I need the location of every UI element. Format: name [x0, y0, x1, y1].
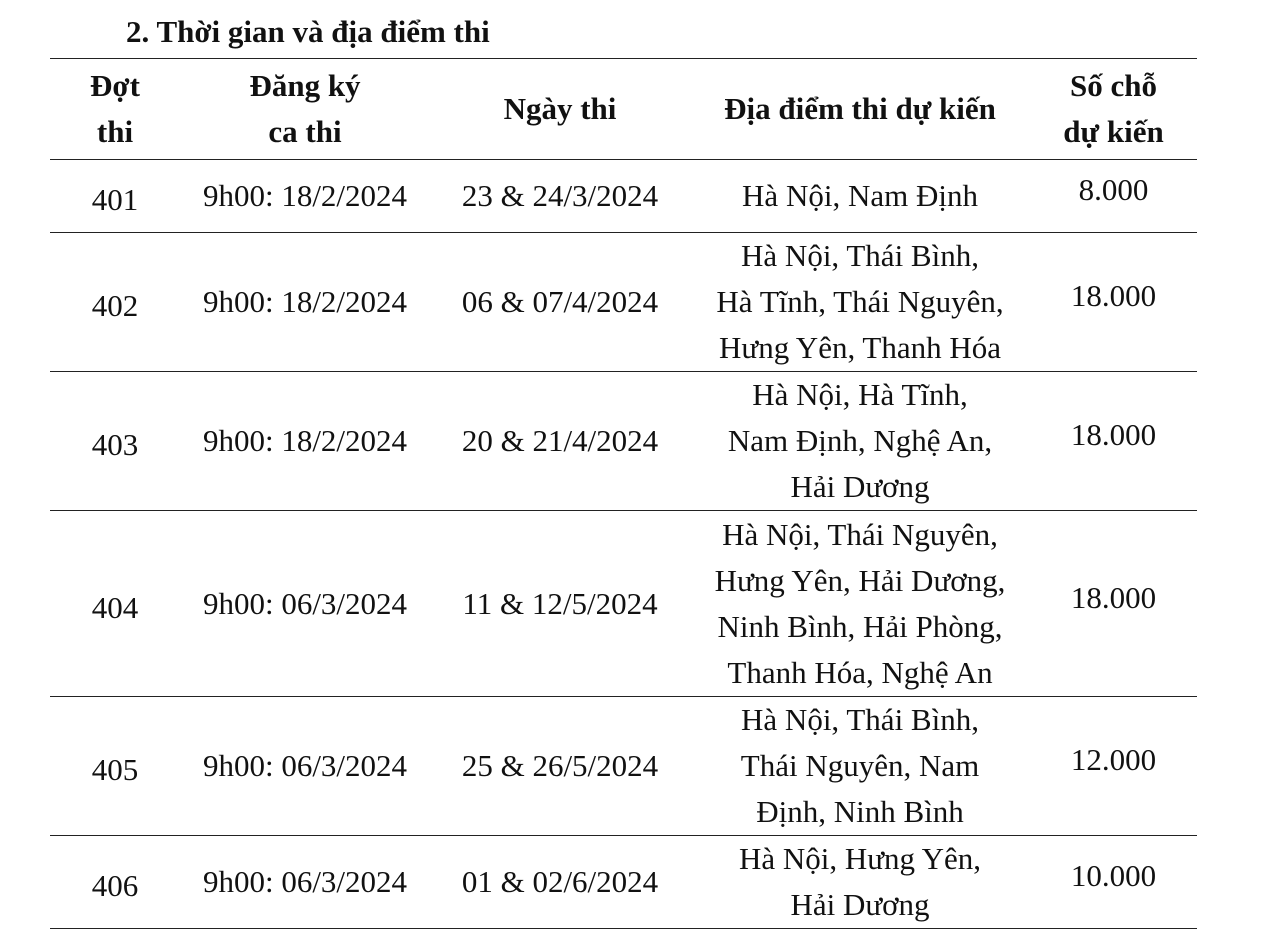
location-cell: [690, 836, 1030, 929]
location-line: Hà Nội, Thái Bình,: [741, 702, 979, 737]
period-cell: [50, 836, 180, 929]
register-cell: 9h00: 18/2/2024: [180, 160, 430, 233]
location-line: Thanh Hóa, Nghệ An: [727, 654, 993, 690]
table-row: [50, 511, 1197, 697]
location-line: Hưng Yên, Thanh Hóa: [719, 330, 1001, 365]
location-cell: [690, 511, 1030, 697]
table-header-row: [50, 59, 1197, 160]
location-line: Hà Nội, Hưng Yên,: [738, 841, 982, 876]
section-heading: 2. Thời gian và địa điểm thi: [126, 14, 490, 49]
column-header-seats: [1030, 59, 1197, 160]
seats-value: 18.000: [1070, 278, 1157, 313]
table-row: [50, 697, 1197, 836]
location-line: Hà Nội, Thái Nguyên,: [722, 516, 998, 552]
exam-date-cell: 06 & 07/4/2024: [430, 233, 690, 372]
location-line: Hà Nội, Nam Định: [742, 178, 978, 213]
location-line: Hà Nội, Hà Tĩnh,: [752, 377, 968, 412]
seats-value: 10.000: [1070, 858, 1157, 893]
period-value: 402: [91, 288, 139, 323]
location-line: Định, Ninh Bình: [756, 794, 964, 829]
column-header-period-line1: Đợt: [90, 68, 140, 103]
exam-schedule-table: [50, 58, 1197, 929]
location-line: Hải Dương: [790, 469, 930, 504]
register-cell: 9h00: 06/3/2024: [180, 511, 430, 697]
exam-date-cell: 01 & 02/6/2024: [430, 836, 690, 929]
register-cell: 9h00: 18/2/2024: [180, 233, 430, 372]
seats-value: 18.000: [1070, 579, 1157, 615]
exam-date-cell: 23 & 24/3/2024: [430, 160, 690, 233]
register-cell: 9h00: 06/3/2024: [180, 836, 430, 929]
register-cell: 9h00: 06/3/2024: [180, 697, 430, 836]
period-cell: [50, 160, 180, 233]
seats-cell: [1030, 511, 1197, 697]
column-header-register-line1: Đăng ký: [249, 68, 361, 103]
location-line: Hà Nội, Thái Bình,: [741, 238, 979, 273]
column-header-seats-line1: Số chỗ: [1070, 68, 1157, 103]
table-row: [50, 233, 1197, 372]
column-header-period-line2: thi: [96, 114, 134, 149]
column-header-register-line2: ca thi: [268, 114, 342, 149]
seats-cell: [1030, 372, 1197, 511]
location-line: Nam Định, Nghệ An,: [727, 423, 993, 458]
period-cell: [50, 697, 180, 836]
location-line: Ninh Bình, Hải Phòng,: [717, 608, 1003, 644]
seats-cell: [1030, 836, 1197, 929]
seats-value: 18.000: [1070, 417, 1157, 452]
period-value: 401: [91, 182, 139, 217]
location-cell: [690, 372, 1030, 511]
exam-date-cell: 20 & 21/4/2024: [430, 372, 690, 511]
column-header-register: [180, 59, 430, 160]
location-cell: [690, 233, 1030, 372]
location-line: Hải Dương: [790, 887, 930, 922]
table-row: [50, 372, 1197, 511]
column-header-period: [50, 59, 180, 160]
seats-value: 8.000: [1078, 172, 1149, 207]
seats-cell: [1030, 160, 1197, 233]
location-cell: [690, 697, 1030, 836]
period-cell: [50, 511, 180, 697]
period-value: 404: [91, 589, 139, 625]
location-line: Thái Nguyên, Nam: [740, 748, 980, 783]
period-value: 403: [91, 427, 139, 462]
seats-cell: [1030, 233, 1197, 372]
seats-value: 12.000: [1070, 742, 1157, 777]
table-row: [50, 836, 1197, 929]
period-cell: [50, 233, 180, 372]
period-value: 406: [91, 868, 139, 903]
exam-date-cell: 11 & 12/5/2024: [430, 511, 690, 697]
column-header-seats-line2: dự kiến: [1063, 114, 1164, 149]
register-cell: 9h00: 18/2/2024: [180, 372, 430, 511]
column-header-location: Địa điểm thi dự kiến: [690, 59, 1030, 160]
location-line: Hưng Yên, Hải Dương,: [714, 562, 1006, 598]
column-header-exam-date: Ngày thi: [430, 59, 690, 160]
exam-date-cell: 25 & 26/5/2024: [430, 697, 690, 836]
period-cell: [50, 372, 180, 511]
seats-cell: [1030, 697, 1197, 836]
location-cell: [690, 160, 1030, 233]
table-row: [50, 160, 1197, 233]
location-line: Hà Tĩnh, Thái Nguyên,: [716, 284, 1004, 319]
period-value: 405: [91, 752, 139, 787]
